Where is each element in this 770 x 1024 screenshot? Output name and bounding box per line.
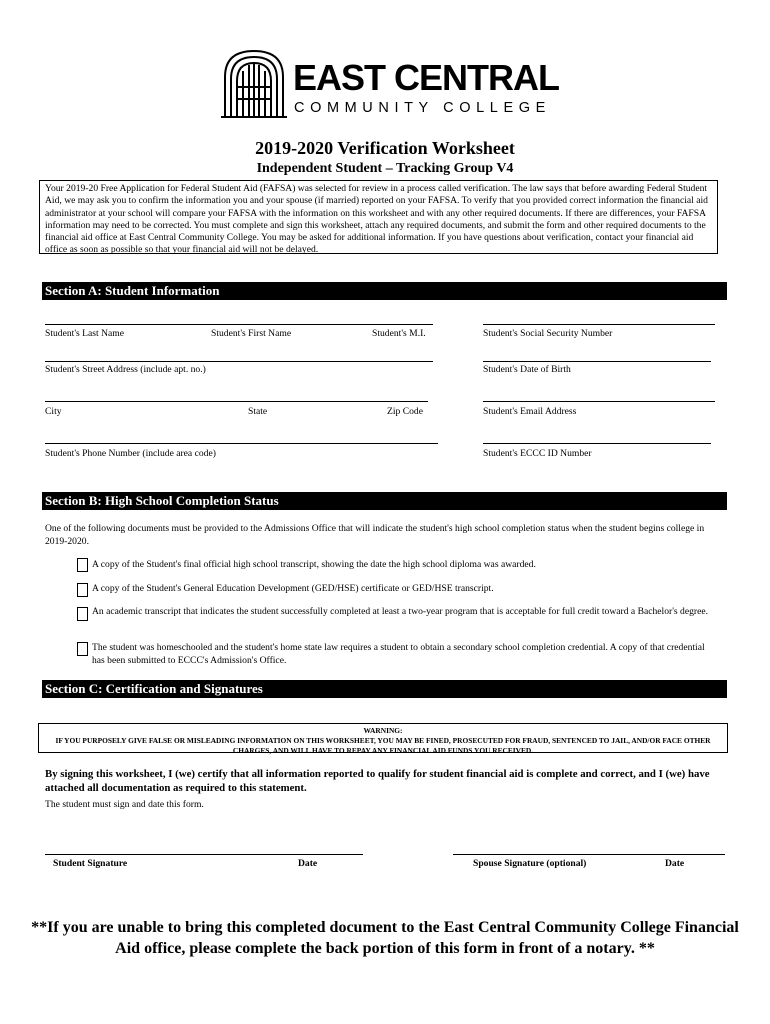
eccc-id-field-line[interactable] (483, 443, 711, 444)
section-b-header: Section B: High School Completion Status (42, 492, 727, 510)
spouse-signature-line[interactable] (453, 854, 725, 855)
spouse-date-label: Date (665, 858, 685, 869)
homeschool-checkbox[interactable] (77, 642, 88, 656)
option-academic-transcript: An academic transcript that indicates the student successfully completed at least a two-year program that is acceptable for full credit toward a Bachelor's degree. (92, 606, 709, 617)
logo-subtitle: COMMUNITY COLLEGE (294, 100, 551, 116)
notary-notice: **If you are unable to bring this completed document to the East Central Community College Financial Aid office, please complete the back portion of this form in front of a notary. ** (31, 919, 739, 957)
option-ged: A copy of the Student's General Education Development (GED/HSE) certificate or GED/HSE transcript. (92, 583, 494, 594)
section-b-intro: One of the following documents must be provided to the Admissions Office that will indicate the student's high school completion status when the student begins college in 2019-2020. (45, 523, 705, 547)
option-homeschool: The student was homeschooled and the student's home state law requires a student to obtain a secondary school completion credential. A copy of that credential has been submitted to ECCC's Admission's Office. (92, 642, 705, 666)
section-c-header: Section C: Certification and Signatures (42, 680, 727, 698)
city-label: City (45, 406, 62, 417)
must-sign-note: The student must sign and date this form. (45, 799, 204, 810)
address-field-line[interactable] (45, 361, 433, 362)
college-arch-logo-icon (221, 47, 287, 119)
section-a-header: Section A: Student Information (42, 282, 727, 300)
logo-name: EAST CENTRAL (293, 57, 559, 98)
state-label: State (248, 406, 268, 417)
student-signature-label: Student Signature (53, 858, 128, 869)
dob-label: Student's Date of Birth (483, 364, 571, 375)
phone-field-line[interactable] (45, 443, 438, 444)
warning-box (38, 723, 728, 753)
first-name-label: Student's First Name (211, 328, 292, 339)
eccc-id-label: Student's ECCC ID Number (483, 448, 592, 459)
ssn-label: Student's Social Security Number (483, 328, 613, 339)
warning-text: IF YOU PURPOSELY GIVE FALSE OR MISLEADING INFORMATION ON THIS WORKSHEET, YOU MAY BE FINED, PROSECUTED FOR FRAUD, SENTENCED TO JAIL, AND/OR FACE OTHER CHARGES, AND WILL HAVE TO REPAY ANY FINANCIAL AID FUNDS YOU RECEIVED. (55, 736, 711, 755)
ssn-field-line[interactable] (483, 324, 715, 325)
ged-checkbox[interactable] (77, 583, 88, 597)
name-field-line[interactable] (45, 324, 433, 325)
email-label: Student's Email Address (483, 406, 577, 417)
hs-transcript-checkbox[interactable] (77, 558, 88, 572)
page-title: 2019-2020 Verification Worksheet (255, 138, 515, 158)
student-signature-line[interactable] (45, 854, 363, 855)
intro-box: Your 2019-20 Free Application for Federal Student Aid (FAFSA) was selected for review in a process called verification. The law says that before awarding Federal Student Aid, we may ask you to confirm the information you and your spouse (if married) reported on your FAFSA. To verify that you provided correct information the financial aid administrator at your school will compare your FAFSA with the information on this worksheet and with any other required documents. If there are differences, your FAFSA information may need to be corrected. You must complete and sign this worksheet, attach any required documents, and submit the form and other required documents to the financial aid office at East Central Community College. You may be asked for additional information. If you have questions about verification, contact your financial aid office as soon as possible so that your financial aid will not be delayed. (39, 180, 718, 254)
phone-label: Student's Phone Number (include area code) (45, 448, 216, 459)
zip-label: Zip Code (387, 406, 423, 417)
address-label: Student's Street Address (include apt. no.) (45, 364, 206, 375)
last-name-label: Student's Last Name (45, 328, 124, 339)
email-field-line[interactable] (483, 401, 715, 402)
city-state-zip-field-line[interactable] (45, 401, 428, 402)
certification-statement: By signing this worksheet, I (we) certify that all information reported to qualify for student financial aid is complete and correct, and I (we) have attached all documentation as required to this statement. (45, 768, 710, 794)
dob-field-line[interactable] (483, 361, 711, 362)
student-date-label: Date (298, 858, 318, 869)
warning-title: WARNING: (363, 726, 403, 735)
page-subtitle: Independent Student – Tracking Group V4 (256, 161, 514, 176)
mi-label: Student's M.I. (372, 328, 426, 339)
spouse-signature-label: Spouse Signature (optional) (473, 858, 587, 869)
option-hs-transcript: A copy of the Student's final official high school transcript, showing the date the high school diploma was awarded. (92, 559, 536, 570)
academic-transcript-checkbox[interactable] (77, 607, 88, 621)
